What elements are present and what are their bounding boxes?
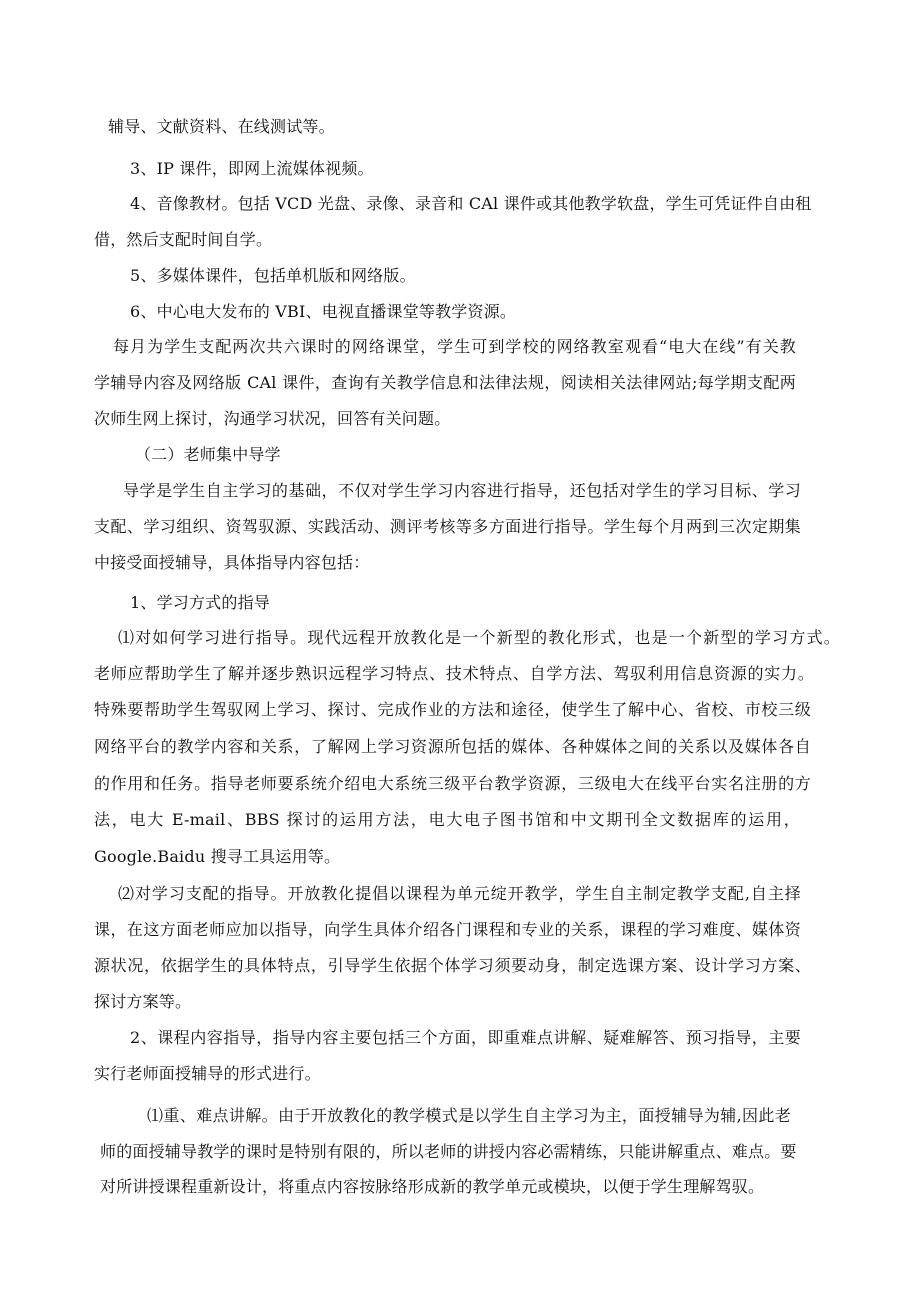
text-line: 探讨方案等。 bbox=[94, 992, 192, 1011]
text-line: 辅导、文献资料、在线测试等。 bbox=[108, 117, 335, 136]
text-line: 4、音像教材。包括 VCD 光盘、录像、录音和 CAl 课件或其他教学软盘，学生可凭证件自由租 bbox=[130, 194, 812, 213]
text-line: 支配、学习组织、资驾驭源、实践活动、测评考核等多方面进行指导。学生每个月两到三次定期集 bbox=[94, 517, 801, 536]
text-line: ⑵对学习支配的指导。开放教化提倡以课程为单元绽开教学，学生自主制定教学支配,自主择 bbox=[118, 884, 801, 903]
text-line: 网络平台的教学内容和关系，了解网上学习资源所包括的媒体、各种媒体之间的关系以及媒体各自 bbox=[94, 737, 811, 756]
text-line: 次师生网上探讨，沟通学习状况，回答有关问题。 bbox=[94, 409, 451, 428]
text-line: 学辅导内容及网络版 CAl 课件，查询有关教学信息和法律法规，阅读相关法律网站;每学期支配两 bbox=[94, 373, 796, 392]
text-line: ⑴重、难点讲解。由于开放教化的教学模式是以学生自主学习为主，面授辅导为辅,因此老 bbox=[147, 1106, 791, 1125]
text-line: 课，在这方面老师应加以指导，向学生具体介绍各门课程和专业的关系，课程的学习难度、媒体资 bbox=[94, 920, 801, 939]
text-line: 每月为学生支配两次共六课时的网络课堂，学生可到学校的网络教室观看“电大在线”有关教 bbox=[113, 337, 796, 356]
section-heading: （二）老师集中导学 bbox=[135, 445, 281, 464]
text-line: 实行老师面授辅导的形式进行。 bbox=[94, 1064, 321, 1083]
text-line: Google.Baidu 搜寻工具运用等。 bbox=[94, 847, 341, 866]
text-line: 6、中心电大发布的 VBI、电视直播课堂等教学资源。 bbox=[130, 302, 517, 321]
text-line: 法，电大 E-mail、BBS 探讨的运用方法，电大电子图书馆和中文期刊全文数据库的运用， bbox=[94, 810, 800, 829]
text-line: 导学是学生自主学习的基础，不仅对学生学习内容进行指导，还包括对学生的学习目标、学习 bbox=[123, 481, 801, 500]
text-line: 的作用和任务。指导老师要系统介绍电大系统三级平台教学资源，三级电大在线平台实名注册的方 bbox=[94, 774, 811, 793]
text-line: 特殊要帮助学生驾驭网上学习、探讨、完成作业的方法和途径，使学生了解中心、省校、市校三级 bbox=[94, 700, 811, 719]
text-line: 3、IP 课件，即网上流媒体视频。 bbox=[130, 159, 374, 178]
text-line: 5、多媒体课件，包括单机版和网络版。 bbox=[130, 266, 416, 285]
text-line: 借，然后支配时间自学。 bbox=[94, 230, 273, 249]
text-line: ⑴对如何学习进行指导。现代远程开放教化是一个新型的教化形式，也是一个新型的学习方式。 bbox=[118, 628, 840, 647]
text-line: 2、课程内容指导，指导内容主要包括三个方面，即重难点讲解、疑难解答、预习指导，主要 bbox=[130, 1028, 801, 1047]
text-line: 源状况，依据学生的具体特点，引导学生依据个体学习须要动身，制定选课方案、设计学习方案、 bbox=[94, 956, 811, 975]
text-line: 老师应帮助学生了解并逐步熟识远程学习特点、技术特点、自学方法、驾驭利用信息资源的实力。 bbox=[94, 664, 814, 683]
text-line: 中接受面授辅导，具体指导内容包括： bbox=[94, 553, 370, 572]
subsection-heading: 1、学习方式的指导 bbox=[130, 593, 270, 612]
text-line: 对所讲授课程重新设计，将重点内容按脉络形成新的教学单元或模块，以便于学生理解驾驭。 bbox=[100, 1177, 765, 1196]
text-line: 师的面授辅导教学的课时是特别有限的，所以老师的讲授内容必需精练，只能讲解重点、难点。要 bbox=[100, 1142, 797, 1161]
